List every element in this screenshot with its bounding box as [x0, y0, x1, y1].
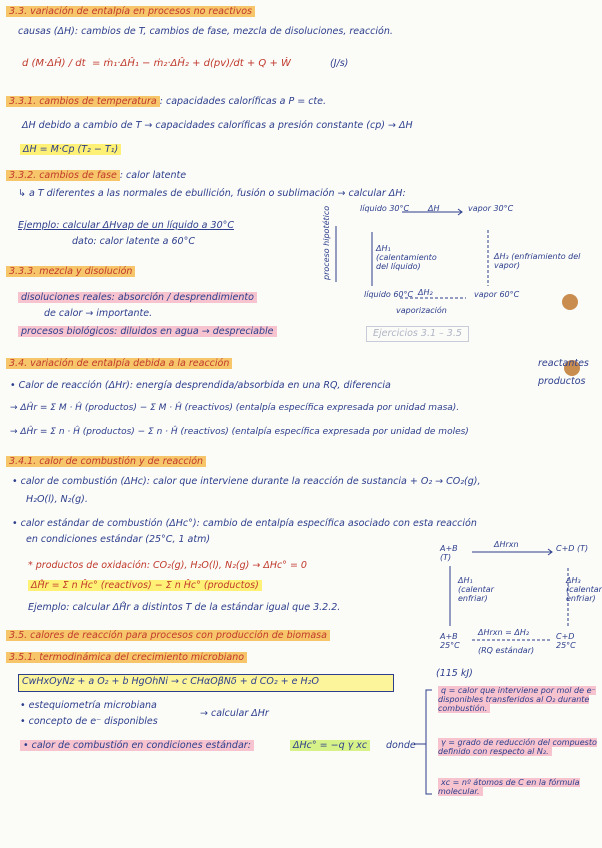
diag2-ab-t: A+B (T) — [440, 544, 458, 562]
diag1-dh2: ΔH₂ — [418, 288, 433, 297]
energy-balance-lhs: d (M·ΔĤ) / dt — [22, 58, 86, 69]
diag2-std: (RQ estándar) — [478, 646, 535, 655]
mass-formula: → ΔĤr = Σ M · Ĥ (productos) − Σ M · Ĥ (reactivos) (entalpía específica expresada por unidad masa). — [10, 403, 460, 413]
cp-formula: ΔH = M·Cp (T₂ − T₁) — [20, 144, 121, 156]
section-3-5-1-title: 3.5.1. termodinámica del crecimiento microbiano — [6, 652, 247, 664]
energy-balance-units: (J/s) — [330, 58, 349, 69]
diag2-dhrxn2: ΔHrxn = ΔH₂ — [478, 628, 530, 637]
diag1-liquid-30: líquido 30°C — [360, 204, 410, 213]
donde-label: donde — [386, 740, 416, 751]
combustion-heat-line-2: H₂O(l), N₂(g). — [26, 494, 88, 505]
section-3-4-title: 3.4. variación de entalpía debida a la reacción — [6, 358, 232, 370]
calc-dhr: → calcular ΔHr — [200, 708, 269, 719]
gamma-definition: γ = grado de reducción del compuesto definido con respecto al N₂. — [438, 738, 597, 756]
electron-bullet: • concepto de e⁻ disponibles — [20, 716, 158, 727]
diag1-dh1: ΔH₁ (calentamiento del líquido) — [376, 244, 437, 271]
dato-line: dato: calor latente a 60°C — [72, 236, 195, 247]
std-conditions-line: en condiciones estándar (25°C, 1 atm) — [26, 534, 211, 545]
diag1-dh: ΔH — [428, 204, 440, 213]
products-label: productos — [538, 376, 586, 387]
exercises-box: Ejercicios 3.1 – 3.5 — [366, 326, 469, 342]
heat-important-line: de calor → importante. — [44, 308, 153, 319]
section-3-5-title: 3.5. calores de reacción para procesos con producción de biomasa — [6, 630, 330, 642]
real-solutions-line: disoluciones reales: absorción / desprendimiento — [18, 292, 257, 304]
q-definition: q = calor que interviene por mol de e⁻ disponibles transferidos al O₂ durante combustión. — [438, 686, 596, 713]
diag1-vapor-30: vapor 30°C — [468, 204, 514, 213]
mole-formula: → ΔĤr = Σ n · Ĥ (productos) − Σ n · Ĥ (reactivos) (entalpía específica expresada por unidad de moles) — [10, 427, 469, 437]
section-3-3-2-title: 3.3.2. cambios de fase : calor latente — [6, 170, 186, 182]
section-3-3-2-line: ↳ a T diferentes a las normales de ebullición, fusión o sublimación → calcular ΔH: — [18, 188, 406, 199]
diag2-cd-t: C+D (T) — [556, 544, 589, 553]
diag2-dhrxn: ΔHrxn — [494, 540, 519, 549]
heat-of-reaction-line: • Calor de reacción (ΔHr): energía desprendida/absorbida en una RQ, diferencia — [10, 380, 391, 391]
diag1-vapor-60: vapor 60°C — [474, 290, 520, 299]
section-3-3-1-title: 3.3.1. cambios de temperatura : capacidades caloríficas a P = cte. — [6, 96, 326, 108]
reactants-label: reactantes — [538, 358, 589, 369]
xc-definition: xc = nº átomos de C en la fórmula molecular. — [438, 778, 580, 796]
oxidation-products-line: * productos de oxidación: CO₂(g), H₂O(l), N₂(g) → ΔHc° = 0 — [28, 560, 307, 571]
section-3-3-3-title: 3.3.3. mezcla y disolución — [6, 266, 135, 278]
diag2-dh3: ΔH₃ (calentar enfriar) — [566, 576, 602, 603]
energy-balance-rhs: = ṁ₁·ΔĤ₁ − ṁ₂·ΔĤ₂ + d(pv)/dt + Q + Ẇ — [92, 58, 291, 69]
combustion-std-formula: ΔHc° = −q γ xc — [290, 740, 370, 752]
q-reference: (115 kJ) — [436, 668, 473, 679]
combustion-formula: ΔH̊r = Σ n Ĥc° (reactivos) − Σ n Ĥc° (productos) — [28, 580, 262, 592]
diag2-dh1: ΔH₁ (calentar enfriar) — [458, 576, 494, 603]
section-3-3-1-line: ΔH debido a cambio de T → capacidades caloríficas a presión constante (cp) → ΔH — [22, 120, 413, 131]
diag2-cd-25: C+D 25°C — [556, 632, 576, 650]
combustion-heat-line: • calor de combustión (ΔHc): calor que interviene durante la reacción de sustancia + O₂ → CO₂(g), — [12, 476, 481, 487]
section-3-4-1-title: 3.4.1. calor de combustión y de reacción — [6, 456, 206, 468]
example-line: Ejemplo: calcular ΔHvap de un líquido a 30°C — [18, 220, 234, 231]
bio-process-line: procesos biológicos: diluidos en agua → despreciable — [18, 326, 277, 338]
diag1-hypothetical: proceso hipotético — [322, 205, 331, 280]
diag2-ab-25: A+B 25°C — [440, 632, 460, 650]
microbial-reaction: CwHxOyNz + a O₂ + b HgOhNi → c CHαOβNδ + d CO₂ + e H₂O — [22, 676, 319, 687]
diag1-liquid-60: líquido 60°C — [364, 290, 414, 299]
diag1-vaporization: vaporización — [396, 306, 447, 315]
example-combustion: Ejemplo: calcular ΔH̊r a distintos T de la estándar igual que 3.2.2. — [28, 602, 341, 613]
bracket-line — [426, 690, 432, 794]
std-combustion-line: • calor estándar de combustión (ΔHc°): cambio de entalpía específica asociado con esta reacción — [12, 518, 477, 529]
causes-line: causas (ΔH): cambios de T, cambios de fase, mezcla de disoluciones, reacción. — [18, 26, 393, 37]
section-3-3-title: 3.3. variación de entalpía en procesos no reactivos — [6, 6, 255, 18]
diag1-dh3: ΔH₃ (enfriamiento del vapor) — [494, 252, 581, 270]
combustion-std-bullet: • calor de combustión en condiciones estándar: — [20, 740, 254, 752]
stoich-bullet: • estequiometría microbiana — [20, 700, 157, 711]
